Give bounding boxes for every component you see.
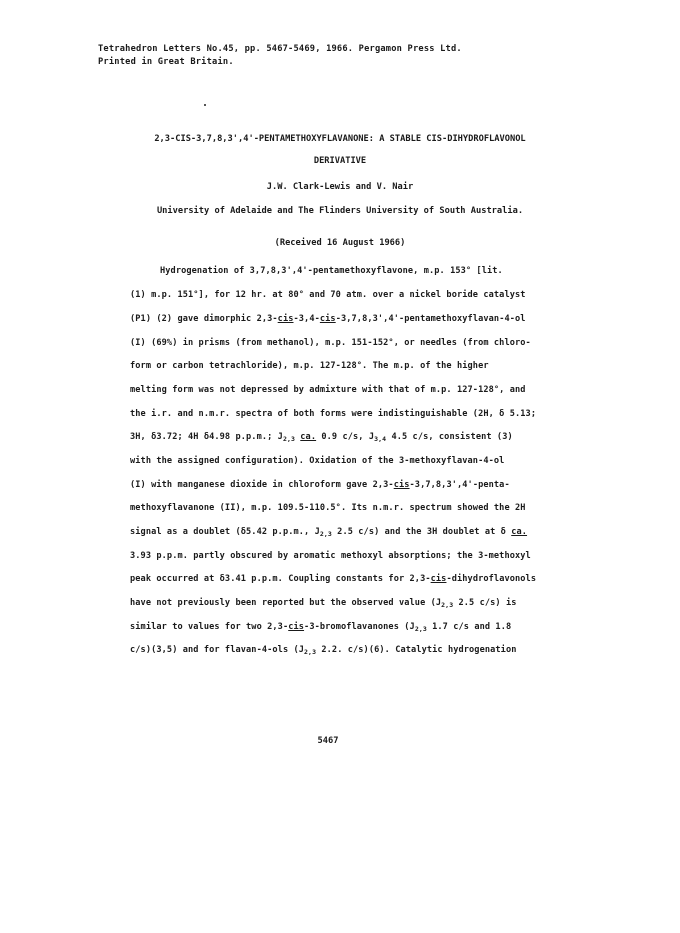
body-line: with the assigned configuration). Oxidation of the 3-methoxyflavan-4-ol (130, 456, 505, 466)
body-line: peak occurred at δ3.41 p.p.m. Coupling constants for 2,3-cis-dihydroflavonols (130, 574, 537, 584)
body-line: have not previously been reported but the observed value ($J_{2,3}$ 2.5 c/s) is (130, 598, 517, 609)
specks-mark (204, 104, 206, 106)
printed-in-line: Printed in Great Britain. (98, 57, 234, 67)
affiliation: University of Adelaide and The Flinders University of South Australia. (156, 206, 524, 216)
paper-title-line-2: DERIVATIVE (313, 156, 367, 166)
paper-title-line-1: 2,3-CIS-3,7,8,3',4'-PENTAMETHOXYFLAVANONE: A STABLE CIS-DIHYDROFLAVONOL (154, 134, 526, 144)
body-line: (I) with manganese dioxide in chloroform gave 2,3-cis-3,7,8,3',4'-penta- (130, 480, 510, 490)
author-list: J.W. Clark-Lewis and V. Nair (266, 182, 414, 192)
body-line: form or carbon tetrachloride), m.p. 127-128°. The m.p. of the higher (130, 361, 489, 371)
body-line: c/s)(3,5) and for flavan-4-ols ($J_{2,3}$ 2.2. c/s)(6). Catalytic hydrogenation (130, 645, 517, 656)
body-line: similar to values for two 2,3-cis-3-bromoflavanones ($J_{2,3}$ 1.7 c/s and 1.8 (130, 622, 512, 633)
body-line: (P1) (2) gave dimorphic 2,3-cis-3,4-cis-3,7,8,3',4'-pentamethoxyflavan-4-ol (130, 314, 526, 324)
body-line: the i.r. and n.m.r. spectra of both forms were indistinguishable (2H, δ 5.13; (130, 409, 537, 419)
journal-citation-line: Tetrahedron Letters No.45, pp. 5467-5469, 1966. Pergamon Press Ltd. (98, 44, 462, 54)
received-date: (Received 16 August 1966) (274, 238, 406, 248)
body-line: methoxyflavanone (II), m.p. 109.5-110.5°. Its n.m.r. spectrum showed the 2H (130, 503, 526, 513)
page-number: 5467 (317, 736, 339, 746)
body-line: 3H, δ3.72; 4H δ4.98 p.p.m.; $J_{2,3}$ ca. 0.9 c/s, $J_{3,4}$ 4.5 c/s, consistent (3) (130, 432, 513, 443)
body-line: Hydrogenation of 3,7,8,3',4'-pentamethoxyflavone, m.p. 153° [lit. (160, 266, 503, 276)
body-line: (I) (69%) in prisms (from methanol), m.p. 151-152°, or needles (from chloro- (130, 338, 531, 348)
body-line: melting form was not depressed by admixture with that of m.p. 127-128°, and (130, 385, 526, 395)
body-line: signal as a doublet (δ5.42 p.p.m., $J_{2,3}$ 2.5 c/s) and the 3H doublet at δ ca. (130, 527, 528, 538)
body-line: 3.93 p.p.m. partly obscured by aromatic methoxyl absorptions; the 3-methoxyl (130, 551, 531, 561)
body-line: (1) m.p. 151°], for 12 hr. at 80° and 70 atm. over a nickel boride catalyst (130, 290, 526, 300)
